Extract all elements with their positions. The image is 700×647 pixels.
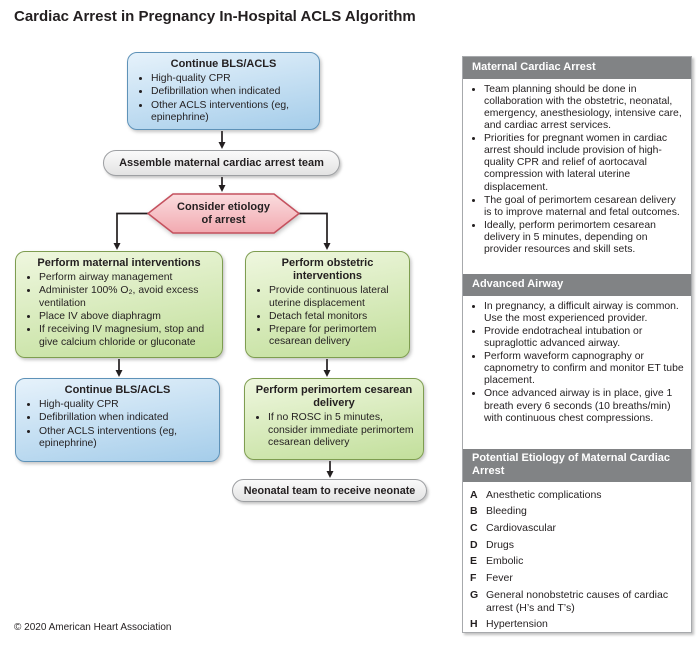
bullet-list [252, 285, 403, 348]
etiology-item [470, 522, 684, 535]
etiology-item [470, 589, 684, 615]
bullet-list [470, 84, 684, 256]
bullet-item: • In pregnancy, a difficult airway is common. Use the most experienced provider. [484, 301, 684, 325]
bullet-item: • Provide endotracheal intubation or supraglottic advanced airway. [484, 326, 684, 350]
etiology-letter: E [470, 555, 478, 568]
etiology-letter: B [470, 505, 478, 518]
bullet-item: • Administer 100% O₂, avoid excess ventilation [39, 285, 216, 310]
etiology-item [470, 618, 684, 631]
etiology-text: Hypertension [486, 618, 548, 631]
flow-box-continue-bls-acls-bottom [15, 378, 220, 462]
bullet-item: • Other ACLS interventions (eg, epinephrine) [39, 426, 213, 451]
etiology-item [470, 505, 684, 518]
sidebar-panel [462, 56, 692, 633]
bullet-item: • Priorities for pregnant women in cardiac arrest should include provision of high-quality CPR and relief of aortocaval compression with lateral uterine displacement. [484, 133, 684, 193]
etiology-text: Drugs [486, 538, 515, 551]
bullet-item: • Perform waveform capnography or capnometry to confirm and monitor ET tube placement. [484, 351, 684, 387]
bullet-item: • Prepare for perimortem cesarean delivery [269, 324, 403, 349]
etiology-hexagon [147, 193, 300, 234]
sidebar-section-maternal-body [463, 79, 691, 274]
flow-box-continue-bls-acls-top [127, 52, 320, 130]
bullet-item: • Provide continuous lateral uterine displacement [269, 285, 403, 310]
etiology-letter: D [470, 538, 478, 551]
bullet-item: • Detach fetal monitors [269, 311, 403, 323]
etiology-letter: G [470, 588, 479, 601]
bullet-list [22, 272, 216, 349]
bullet-item: • Other ACLS interventions (eg, epinephrine) [151, 100, 313, 125]
bullet-list [251, 412, 417, 449]
etiology-text: Fever [486, 571, 513, 584]
maternal-interventions-box [15, 251, 223, 358]
etiology-item [470, 555, 684, 568]
bullet-item: • High-quality CPR [39, 399, 213, 411]
sidebar-section-airway-header: Advanced Airway [463, 274, 691, 296]
bullet-item: • Team planning should be done in collaboration with the obstetric, neonatal, emergency, anesthesiology, intensive care, and cardiac arrest services. [484, 84, 684, 132]
box-title: Perform perimortem cesarean delivery [255, 384, 413, 410]
assemble-team-pill: Assemble maternal cardiac arrest team [103, 150, 340, 176]
etiology-item [470, 489, 684, 502]
box-title: Perform obstetric interventions [281, 257, 374, 283]
neonatal-team-pill: Neonatal team to receive neonate [232, 479, 427, 502]
obstetric-interventions-box [245, 251, 410, 358]
box-title: Continue BLS/ACLS [170, 58, 277, 70]
etiology-letter: C [470, 522, 478, 535]
etiology-letter: F [470, 571, 477, 584]
sidebar-section-maternal-header: Maternal Cardiac Arrest [463, 57, 691, 79]
bullet-item: • Once advanced airway is in place, give 1 breath every 6 seconds (10 breaths/min) with continuous chest compressions. [484, 388, 684, 424]
sidebar-section-etiology-body [463, 482, 691, 632]
bullet-item: • Perform airway management [39, 272, 216, 284]
bullet-item: • Defibrillation when indicated [151, 86, 313, 98]
sidebar-section-airway-body [463, 296, 691, 449]
copyright-note: © 2020 American Heart Association [14, 622, 172, 633]
bullet-item: • High-quality CPR [151, 73, 313, 85]
sidebar-section-etiology-header: Potential Etiology of Maternal Cardiac Arrest [463, 449, 691, 482]
bullet-list [470, 301, 684, 425]
etiology-text: Cardiovascular [486, 522, 557, 535]
box-title: Perform maternal interventions [37, 257, 201, 269]
etiology-text: Anesthetic complications [486, 488, 602, 501]
etiology-text: General nonobstetric causes of cardiac arrest (H’s and T’s) [486, 588, 669, 614]
page-title: Cardiac Arrest in Pregnancy In-Hospital ACLS Algorithm [14, 8, 416, 25]
etiology-letter: H [470, 618, 478, 631]
bullet-item: • If no ROSC in 5 minutes, consider immediate perimortem cesarean delivery [268, 412, 417, 449]
bullet-item: • Place IV above diaphragm [39, 311, 216, 323]
perimortem-cesarean-box [244, 378, 424, 460]
etiology-letter: A [470, 488, 478, 501]
bullet-item: • Ideally, perform perimortem cesarean delivery in 5 minutes, depending on provider resources and skill sets. [484, 220, 684, 256]
etiology-item [470, 572, 684, 585]
etiology-text: Bleeding [486, 505, 527, 518]
hexagon-label: Consider etiology of arrest [177, 200, 270, 226]
bullet-item: • If receiving IV magnesium, stop and give calcium chloride or gluconate [39, 324, 216, 349]
box-title: Continue BLS/ACLS [64, 384, 171, 396]
etiology-text: Embolic [486, 555, 524, 568]
etiology-item [470, 539, 684, 552]
bullet-item: • Defibrillation when indicated [39, 412, 213, 424]
bullet-list [22, 399, 213, 450]
bullet-item: • The goal of perimortem cesarean delivery is to improve maternal and fetal outcomes. [484, 195, 684, 219]
bullet-list [134, 73, 313, 124]
